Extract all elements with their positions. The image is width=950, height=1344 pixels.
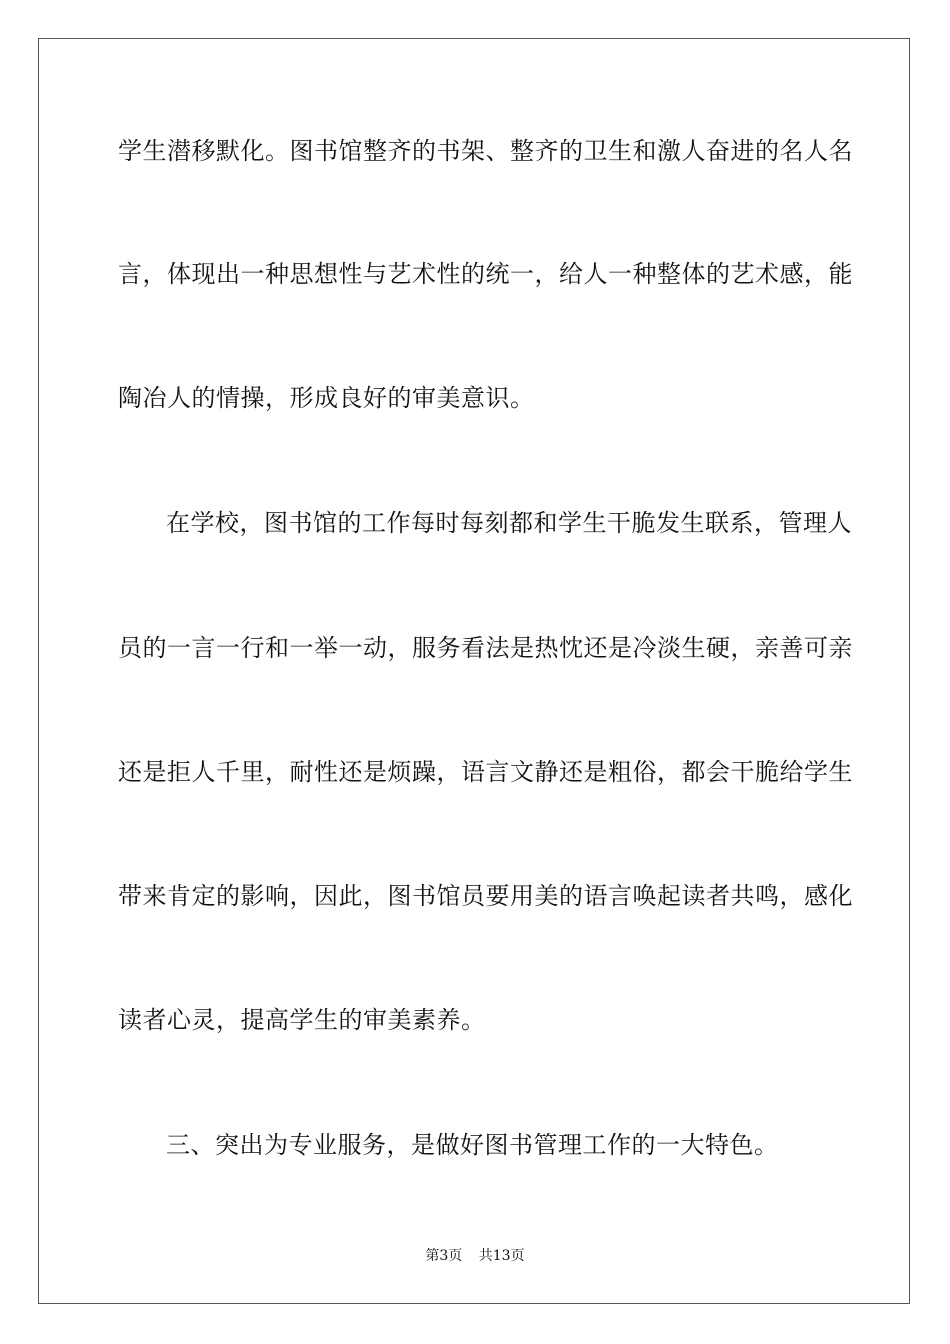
paragraph-first-line: 在学校，图书馆的工作每时每刻都和学生干脆发生联系，管理人 [166,509,852,537]
section-heading: 三、突出为专业服务，是做好图书管理工作的一大特色。 [166,1131,779,1159]
text-line: 读者心灵，提高学生的审美素养。 [118,1006,486,1034]
text-line: 带来肯定的影响，因此，图书馆员要用美的语言唤起读者共鸣，感化 [118,882,853,910]
text-line: 学生潜移默化。图书馆整齐的书架、整齐的卫生和激人奋进的名人名 [118,137,853,165]
page-footer [0,1247,950,1265]
text-line: 员的一言一行和一举一动，服务看法是热忱还是冷淡生硬，亲善可亲 [118,634,853,662]
page-total: 共13页 [478,1248,525,1264]
page-number: 第3页 [425,1248,463,1264]
page-border [38,38,910,1304]
text-line: 陶冶人的情操，形成良好的审美意识。 [118,384,535,412]
text-line: 还是拒人千里，耐性还是烦躁，语言文静还是粗俗，都会干脆给学生 [118,758,853,786]
text-line: 言，体现出一种思想性与艺术性的统一，给人一种整体的艺术感，能 [118,260,853,288]
